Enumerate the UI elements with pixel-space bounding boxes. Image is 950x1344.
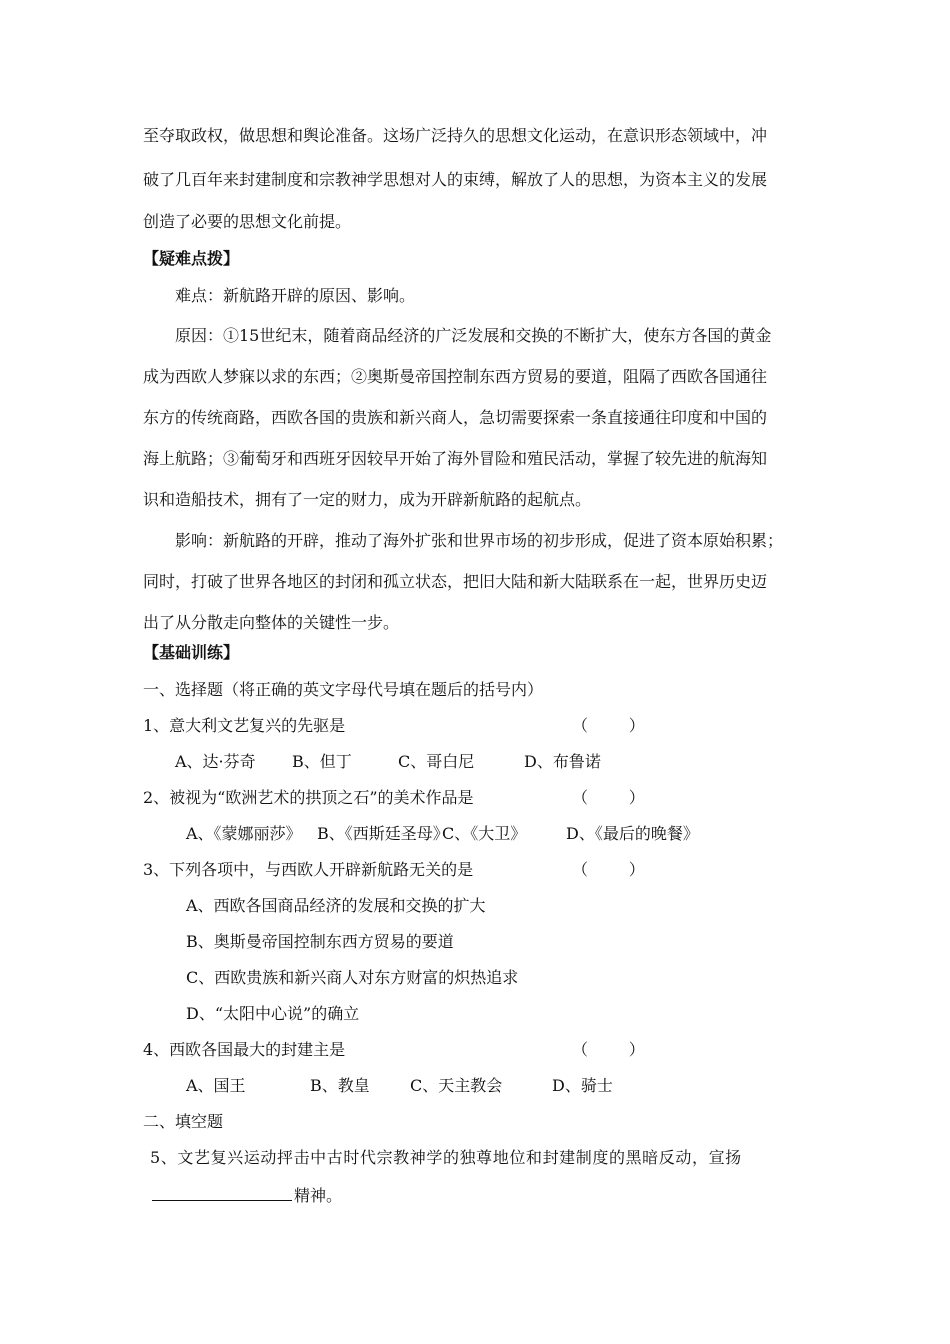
question-3-option-a[interactable]: A、西欧各国商品经济的发展和交换的扩大 — [186, 896, 486, 915]
question-4-stem: 4、西欧各国最大的封建主是 — [143, 1040, 346, 1059]
choice-section-title: 一、选择题（将正确的英文字母代号填在题后的括号内） — [143, 680, 544, 699]
impact-line-3: 出了从分散走向整体的关键性一步。 — [143, 613, 400, 632]
difficulty-line: 难点：新航路开辟的原因、影响。 — [175, 286, 416, 305]
fill-question-5-line-1: 5、文艺复兴运动抨击中古时代宗教神学的独尊地位和封建制度的黑暗反动，宣扬 — [150, 1148, 742, 1167]
question-2-option-c[interactable]: C、《大卫》 — [442, 824, 527, 843]
intro-line-2: 破了几百年来封建制度和宗教神学思想对人的束缚，解放了人的思想，为资本主义的发展 — [143, 170, 768, 189]
question-2-option-b[interactable]: B、《西斯廷圣母》 — [317, 824, 449, 843]
question-1-option-b[interactable]: B、但丁 — [292, 752, 352, 771]
question-2-stem: 2、被视为“欧洲艺术的拱顶之石”的美术作品是 — [143, 788, 474, 807]
question-4-answer-paren[interactable]: （ ） — [572, 1040, 645, 1059]
question-4-option-a[interactable]: A、国王 — [186, 1076, 246, 1095]
question-3-answer-paren[interactable]: （ ） — [572, 860, 645, 879]
question-1-stem: 1、意大利文艺复兴的先驱是 — [143, 716, 346, 735]
question-4-options — [186, 1076, 613, 1096]
question-1-option-a[interactable]: A、达·芬奇 — [175, 752, 256, 771]
reason-line-3: 东方的传统商路，西欧各国的贵族和新兴商人，急切需要探索一条直接通往印度和中国的 — [143, 408, 768, 427]
question-4-option-b[interactable]: B、教皇 — [310, 1076, 370, 1095]
reason-line-5: 识和造船技术，拥有了一定的财力，成为开辟新航路的起航点。 — [143, 490, 592, 509]
question-1-option-d[interactable]: D、布鲁诺 — [524, 752, 601, 771]
impact-line-1: 影响：新航路的开辟，推动了海外扩张和世界市场的初步形成，促进了资本原始积累； — [175, 531, 784, 550]
difficulty-heading: 【疑难点拨】 — [143, 249, 240, 268]
reason-line-4: 海上航路；③葡萄牙和西班牙因较早开始了海外冒险和殖民活动，掌握了较先进的航海知 — [143, 449, 768, 468]
reason-line-1: 原因：①15世纪末，随着商品经济的广泛发展和交换的不断扩大，使东方各国的黄金 — [175, 326, 772, 345]
reason-line-2: 成为西欧人梦寐以求的东西；②奥斯曼帝国控制东西方贸易的要道，阻隔了西欧各国通往 — [143, 367, 768, 386]
question-4-option-c[interactable]: C、天主教会 — [410, 1076, 503, 1095]
question-4-option-d[interactable]: D、骑士 — [552, 1076, 613, 1095]
question-2-answer-paren[interactable]: （ ） — [572, 788, 645, 807]
fill-question-5-suffix: 精神。 — [294, 1186, 343, 1205]
training-heading: 【基础训练】 — [143, 643, 240, 662]
intro-line-1: 至夺取政权，做思想和舆论准备。这场广泛持久的思想文化运动，在意识形态领域中，冲 — [143, 126, 768, 145]
question-3-option-d[interactable]: D、“太阳中心说”的确立 — [186, 1004, 360, 1023]
intro-line-3: 创造了必要的思想文化前提。 — [143, 212, 352, 231]
question-2-option-a[interactable]: A、《蒙娜丽莎》 — [186, 824, 302, 843]
question-2-options — [186, 824, 699, 844]
question-3-option-c[interactable]: C、西欧贵族和新兴商人对东方财富的炽热追求 — [186, 968, 519, 987]
fill-question-5-line-2 — [152, 1184, 342, 1206]
question-1-answer-paren[interactable]: （ ） — [572, 716, 645, 735]
question-1-option-c[interactable]: C、哥白尼 — [398, 752, 475, 771]
fill-section-title: 二、填空题 — [143, 1112, 224, 1131]
fill-question-5-blank[interactable] — [152, 1184, 292, 1201]
question-3-stem: 3、下列各项中，与西欧人开辟新航路无关的是 — [143, 860, 474, 879]
question-3-option-b[interactable]: B、奥斯曼帝国控制东西方贸易的要道 — [186, 932, 454, 951]
question-2-option-d[interactable]: D、《最后的晚餐》 — [566, 824, 699, 843]
impact-line-2: 同时，打破了世界各地区的封闭和孤立状态，把旧大陆和新大陆联系在一起，世界历史迈 — [143, 572, 768, 591]
question-1-options — [175, 752, 601, 772]
